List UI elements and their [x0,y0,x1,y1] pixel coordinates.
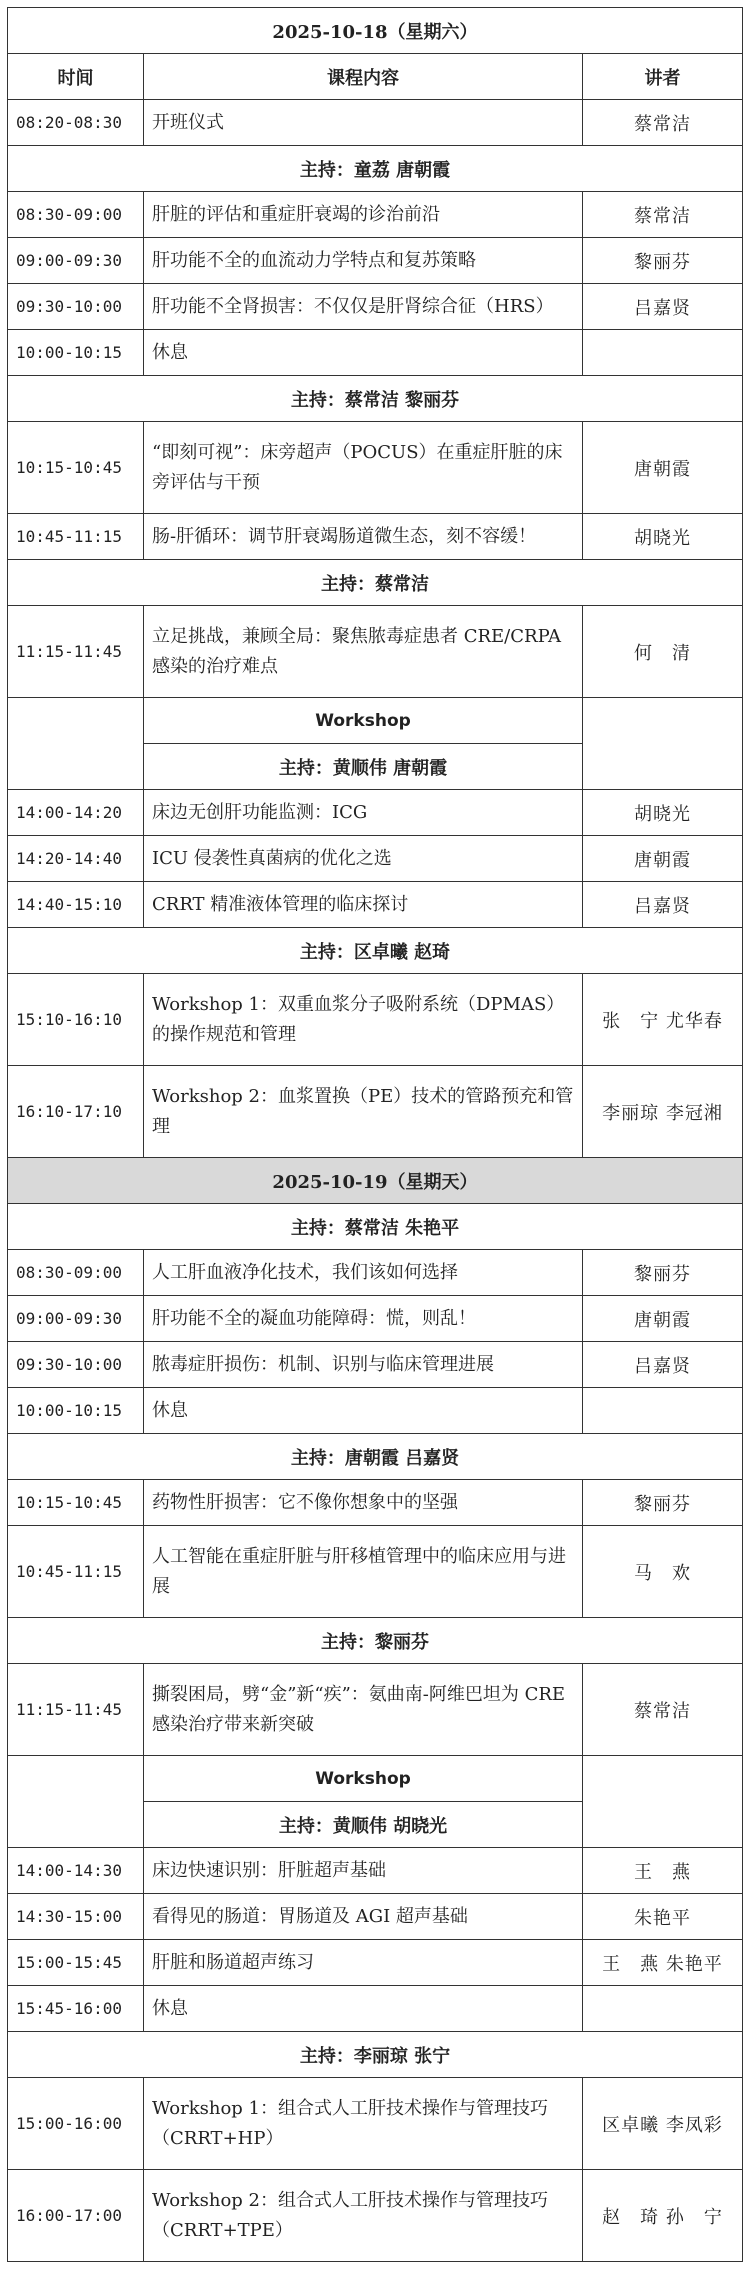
header-row [8,54,743,100]
chair-row [8,1434,743,1480]
date-row [8,1158,743,1204]
session-time: 15:00-15:45 [8,1940,144,1986]
session-topic: Workshop 2：组合式人工肝技术操作与管理技巧（CRRT+TPE） [144,2170,583,2262]
column-header-time: 时间 [8,54,144,100]
session-time: 10:00-10:15 [8,330,144,376]
session-speaker: 赵 琦 孙 宁 [583,2170,743,2262]
column-header-speaker: 讲者 [583,54,743,100]
schedule-row [8,2170,743,2262]
schedule-row [8,1388,743,1434]
schedule-table [7,7,743,2262]
workshop-title: Workshop [144,1756,583,1802]
session-time: 14:40-15:10 [8,882,144,928]
session-topic: 肝功能不全的凝血功能障碍：慌，则乱！ [144,1296,583,1342]
schedule-row [8,1664,743,1756]
session-topic: 床边快速识别：肝脏超声基础 [144,1848,583,1894]
schedule-row [8,422,743,514]
session-time: 14:00-14:20 [8,790,144,836]
schedule-row [8,836,743,882]
schedule-row [8,1480,743,1526]
session-time: 10:45-11:15 [8,514,144,560]
session-time: 14:30-15:00 [8,1894,144,1940]
session-time: 15:10-16:10 [8,974,144,1066]
schedule-row [8,1526,743,1618]
session-speaker: 蔡常洁 [583,192,743,238]
session-speaker: 胡晓光 [583,790,743,836]
workshop-row [8,698,743,744]
session-speaker: 张 宁 尤华春 [583,974,743,1066]
schedule-row [8,2078,743,2170]
session-topic: 床边无创肝功能监测：ICG [144,790,583,836]
session-topic: Workshop 2：血浆置换（PE）技术的管路预充和管理 [144,1066,583,1158]
session-speaker: 蔡常洁 [583,1664,743,1756]
session-topic: 立足挑战，兼顾全局：聚焦脓毒症患者 CRE/CRPA 感染的治疗难点 [144,606,583,698]
session-topic: 肝功能不全的血流动力学特点和复苏策略 [144,238,583,284]
session-topic: CRRT 精准液体管理的临床探讨 [144,882,583,928]
schedule-row [8,974,743,1066]
day-date: 2025-10-18（星期六） [8,8,743,54]
schedule-row [8,1894,743,1940]
schedule-row [8,882,743,928]
session-speaker: 朱艳平 [583,1894,743,1940]
session-topic: 休息 [144,330,583,376]
session-speaker: 吕嘉贤 [583,284,743,330]
chair-row [8,376,743,422]
schedule-row [8,1250,743,1296]
session-topic: “即刻可视”：床旁超声（POCUS）在重症肝脏的床旁评估与干预 [144,422,583,514]
session-speaker: 吕嘉贤 [583,882,743,928]
session-speaker [583,1388,743,1434]
session-topic: 撕裂困局，劈“金”新“疾”：氨曲南-阿维巴坦为 CRE 感染治疗带来新突破 [144,1664,583,1756]
blank-cell [8,698,144,790]
session-topic: 肠-肝循环：调节肝衰竭肠道微生态，刻不容缓！ [144,514,583,560]
schedule-row [8,1940,743,1986]
session-speaker: 何 清 [583,606,743,698]
session-speaker: 马 欢 [583,1526,743,1618]
session-topic: Workshop 1：组合式人工肝技术操作与管理技巧（CRRT+HP） [144,2078,583,2170]
session-topic: 看得见的肠道：胃肠道及 AGI 超声基础 [144,1894,583,1940]
session-time: 14:20-14:40 [8,836,144,882]
session-topic: 开班仪式 [144,100,583,146]
session-speaker: 区卓曦 李凤彩 [583,2078,743,2170]
session-topic: 肝脏的评估和重症肝衰竭的诊治前沿 [144,192,583,238]
session-chair: 主持：蔡常洁 [8,560,743,606]
schedule-row [8,1066,743,1158]
session-chair: 主持：唐朝霞 吕嘉贤 [8,1434,743,1480]
chair-row [8,1618,743,1664]
schedule-row [8,790,743,836]
session-time: 16:00-17:00 [8,2170,144,2262]
session-topic: 药物性肝损害：它不像你想象中的坚强 [144,1480,583,1526]
chair-row [8,146,743,192]
schedule-row [8,1848,743,1894]
session-speaker: 王 燕 朱艳平 [583,1940,743,1986]
session-chair: 主持：黄顺伟 唐朝霞 [144,744,583,790]
session-time: 08:20-08:30 [8,100,144,146]
schedule-row [8,514,743,560]
session-time: 10:15-10:45 [8,1480,144,1526]
session-topic: 休息 [144,1986,583,2032]
session-time: 09:00-09:30 [8,1296,144,1342]
schedule-row [8,238,743,284]
schedule-row [8,606,743,698]
session-speaker: 吕嘉贤 [583,1342,743,1388]
chair-row [8,560,743,606]
session-chair: 主持：区卓曦 赵琦 [8,928,743,974]
session-speaker: 胡晓光 [583,514,743,560]
session-time: 14:00-14:30 [8,1848,144,1894]
session-speaker: 黎丽芬 [583,1250,743,1296]
session-time: 11:15-11:45 [8,1664,144,1756]
session-chair: 主持：黎丽芬 [8,1618,743,1664]
session-topic: 休息 [144,1388,583,1434]
session-speaker: 唐朝霞 [583,1296,743,1342]
session-chair: 主持：童荔 唐朝霞 [8,146,743,192]
session-chair: 主持：蔡常洁 黎丽芬 [8,376,743,422]
schedule-row [8,1986,743,2032]
chair-row [8,928,743,974]
session-speaker: 李丽琼 李冠湘 [583,1066,743,1158]
session-time: 10:00-10:15 [8,1388,144,1434]
workshop-row [8,1756,743,1802]
schedule-row [8,284,743,330]
date-row [8,8,743,54]
schedule-row [8,100,743,146]
session-speaker: 王 燕 [583,1848,743,1894]
blank-cell [583,1756,743,1848]
session-chair: 主持：蔡常洁 朱艳平 [8,1204,743,1250]
session-speaker: 黎丽芬 [583,238,743,284]
session-time: 09:30-10:00 [8,284,144,330]
session-time: 15:45-16:00 [8,1986,144,2032]
chair-row [8,2032,743,2078]
session-topic: 脓毒症肝损伤：机制、识别与临床管理进展 [144,1342,583,1388]
chair-row [8,1204,743,1250]
session-topic: 人工肝血液净化技术，我们该如何选择 [144,1250,583,1296]
session-chair: 主持：黄顺伟 胡晓光 [144,1802,583,1848]
blank-cell [8,1756,144,1848]
session-topic: ICU 侵袭性真菌病的优化之选 [144,836,583,882]
session-chair: 主持：李丽琼 张宁 [8,2032,743,2078]
session-time: 11:15-11:45 [8,606,144,698]
session-time: 08:30-09:00 [8,192,144,238]
session-speaker [583,330,743,376]
session-topic: Workshop 1：双重血浆分子吸附系统（DPMAS）的操作规范和管理 [144,974,583,1066]
column-header-topic: 课程内容 [144,54,583,100]
blank-cell [583,698,743,790]
session-speaker: 唐朝霞 [583,836,743,882]
session-time: 16:10-17:10 [8,1066,144,1158]
session-time: 10:15-10:45 [8,422,144,514]
session-time: 09:00-09:30 [8,238,144,284]
session-speaker [583,1986,743,2032]
schedule-row [8,192,743,238]
session-speaker: 黎丽芬 [583,1480,743,1526]
day-date: 2025-10-19（星期天） [8,1158,743,1204]
schedule-row [8,330,743,376]
workshop-title: Workshop [144,698,583,744]
session-time: 15:00-16:00 [8,2078,144,2170]
schedule-row [8,1342,743,1388]
session-time: 08:30-09:00 [8,1250,144,1296]
session-speaker: 唐朝霞 [583,422,743,514]
session-topic: 肝功能不全肾损害：不仅仅是肝肾综合征（HRS） [144,284,583,330]
session-speaker: 蔡常洁 [583,100,743,146]
session-topic: 肝脏和肠道超声练习 [144,1940,583,1986]
schedule-row [8,1296,743,1342]
session-time: 10:45-11:15 [8,1526,144,1618]
session-topic: 人工智能在重症肝脏与肝移植管理中的临床应用与进展 [144,1526,583,1618]
session-time: 09:30-10:00 [8,1342,144,1388]
